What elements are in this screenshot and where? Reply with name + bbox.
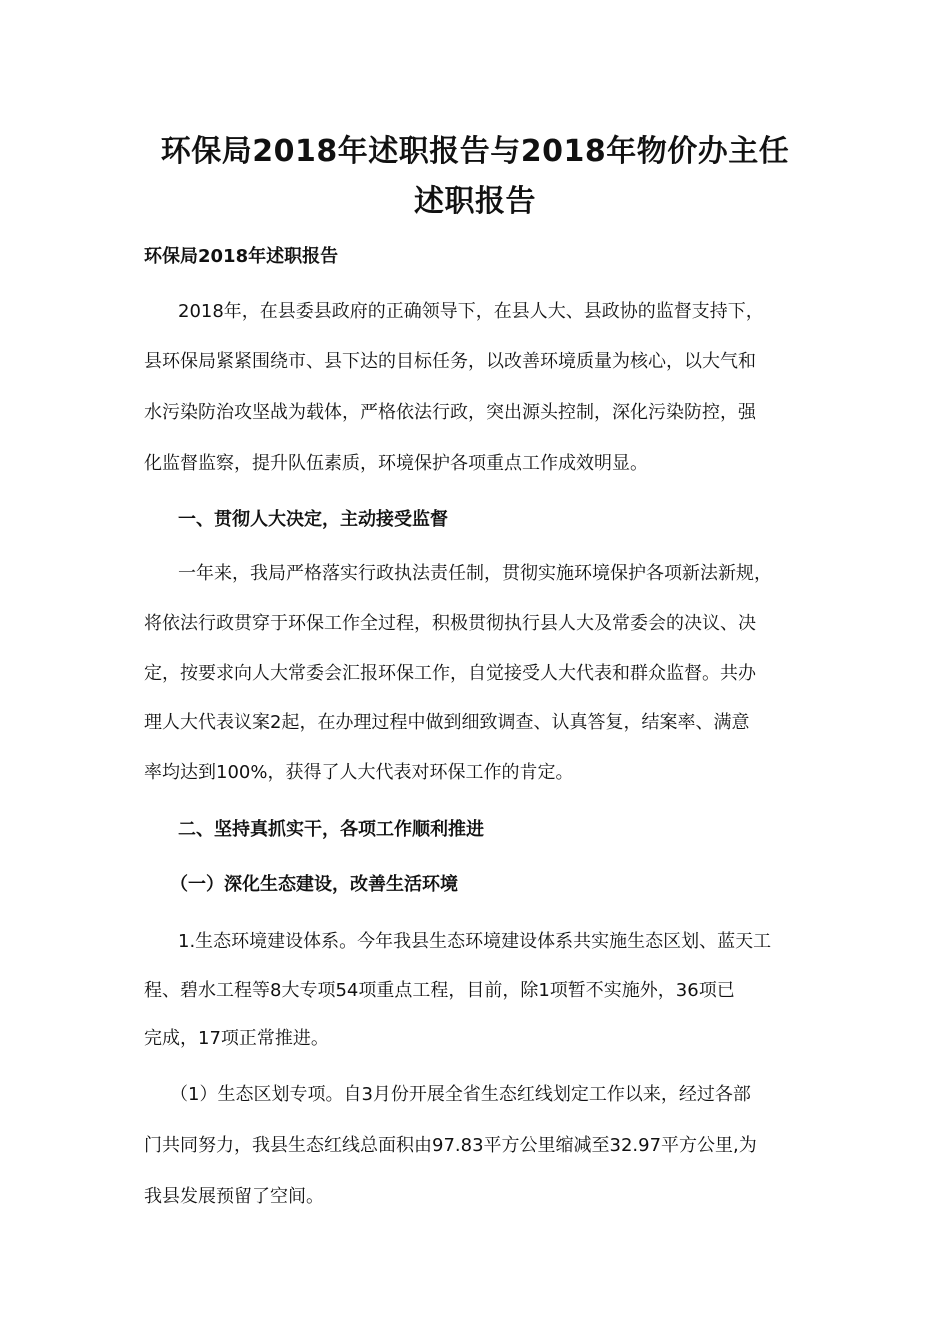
intro-line: 水污染防治攻坚战为载体，严格依法行政，突出源头控制，深化污染防控，强 <box>144 402 756 423</box>
para3-line: （1）生态区划专项。自3月份开展全省生态红线划定工作以来，经过各部 <box>170 1084 751 1105</box>
para2-line: 完成，17项正常推进。 <box>144 1028 329 1049</box>
para1-line: 一年来，我局严格落实行政执法责任制，贯彻实施环境保护各项新法新规， <box>178 563 772 584</box>
para2-line: 程、碧水工程等8大专项54项重点工程，目前，除1项暂不实施外，36项已 <box>144 980 735 1001</box>
intro-line: 化监督监察，提升队伍素质，环境保护各项重点工作成效明显。 <box>144 453 648 474</box>
para1-line: 将依法行政贯穿于环保工作全过程，积极贯彻执行县人大及常委会的决议、决 <box>144 613 756 634</box>
heading-one: 一、贯彻人大决定，主动接受监督 <box>178 509 448 530</box>
para1-line: 定，按要求向人大常委会汇报环保工作，自觉接受人大代表和群众监督。共办 <box>144 663 756 684</box>
para2-line: 1.生态环境建设体系。今年我县生态环境建设体系共实施生态区划、蓝天工 <box>178 931 772 952</box>
intro-line: 县环保局紧紧围绕市、县下达的目标任务，以改善环境质量为核心，以大气和 <box>144 351 756 372</box>
para3-line: 我县发展预留了空间。 <box>144 1186 324 1207</box>
para1-line: 理人大代表议案2起，在办理过程中做到细致调查、认真答复，结案率、满意 <box>144 712 750 733</box>
document-title-line-1: 环保局2018年述职报告与2018年物价办主任 <box>160 134 790 169</box>
para1-line: 率均达到100%，获得了人大代表对环保工作的肯定。 <box>144 762 574 783</box>
section-title: 环保局2018年述职报告 <box>144 246 339 267</box>
document-title-line-2: 述职报告 <box>414 184 536 219</box>
subheading-one: （一）深化生态建设，改善生活环境 <box>170 874 458 895</box>
para3-line: 门共同努力，我县生态红线总面积由97.83平方公里缩减至32.97平方公里,为 <box>144 1135 757 1156</box>
intro-line: 2018年，在县委县政府的正确领导下，在县人大、县政协的监督支持下， <box>178 301 764 322</box>
heading-two: 二、坚持真抓实干，各项工作顺利推进 <box>178 819 484 840</box>
